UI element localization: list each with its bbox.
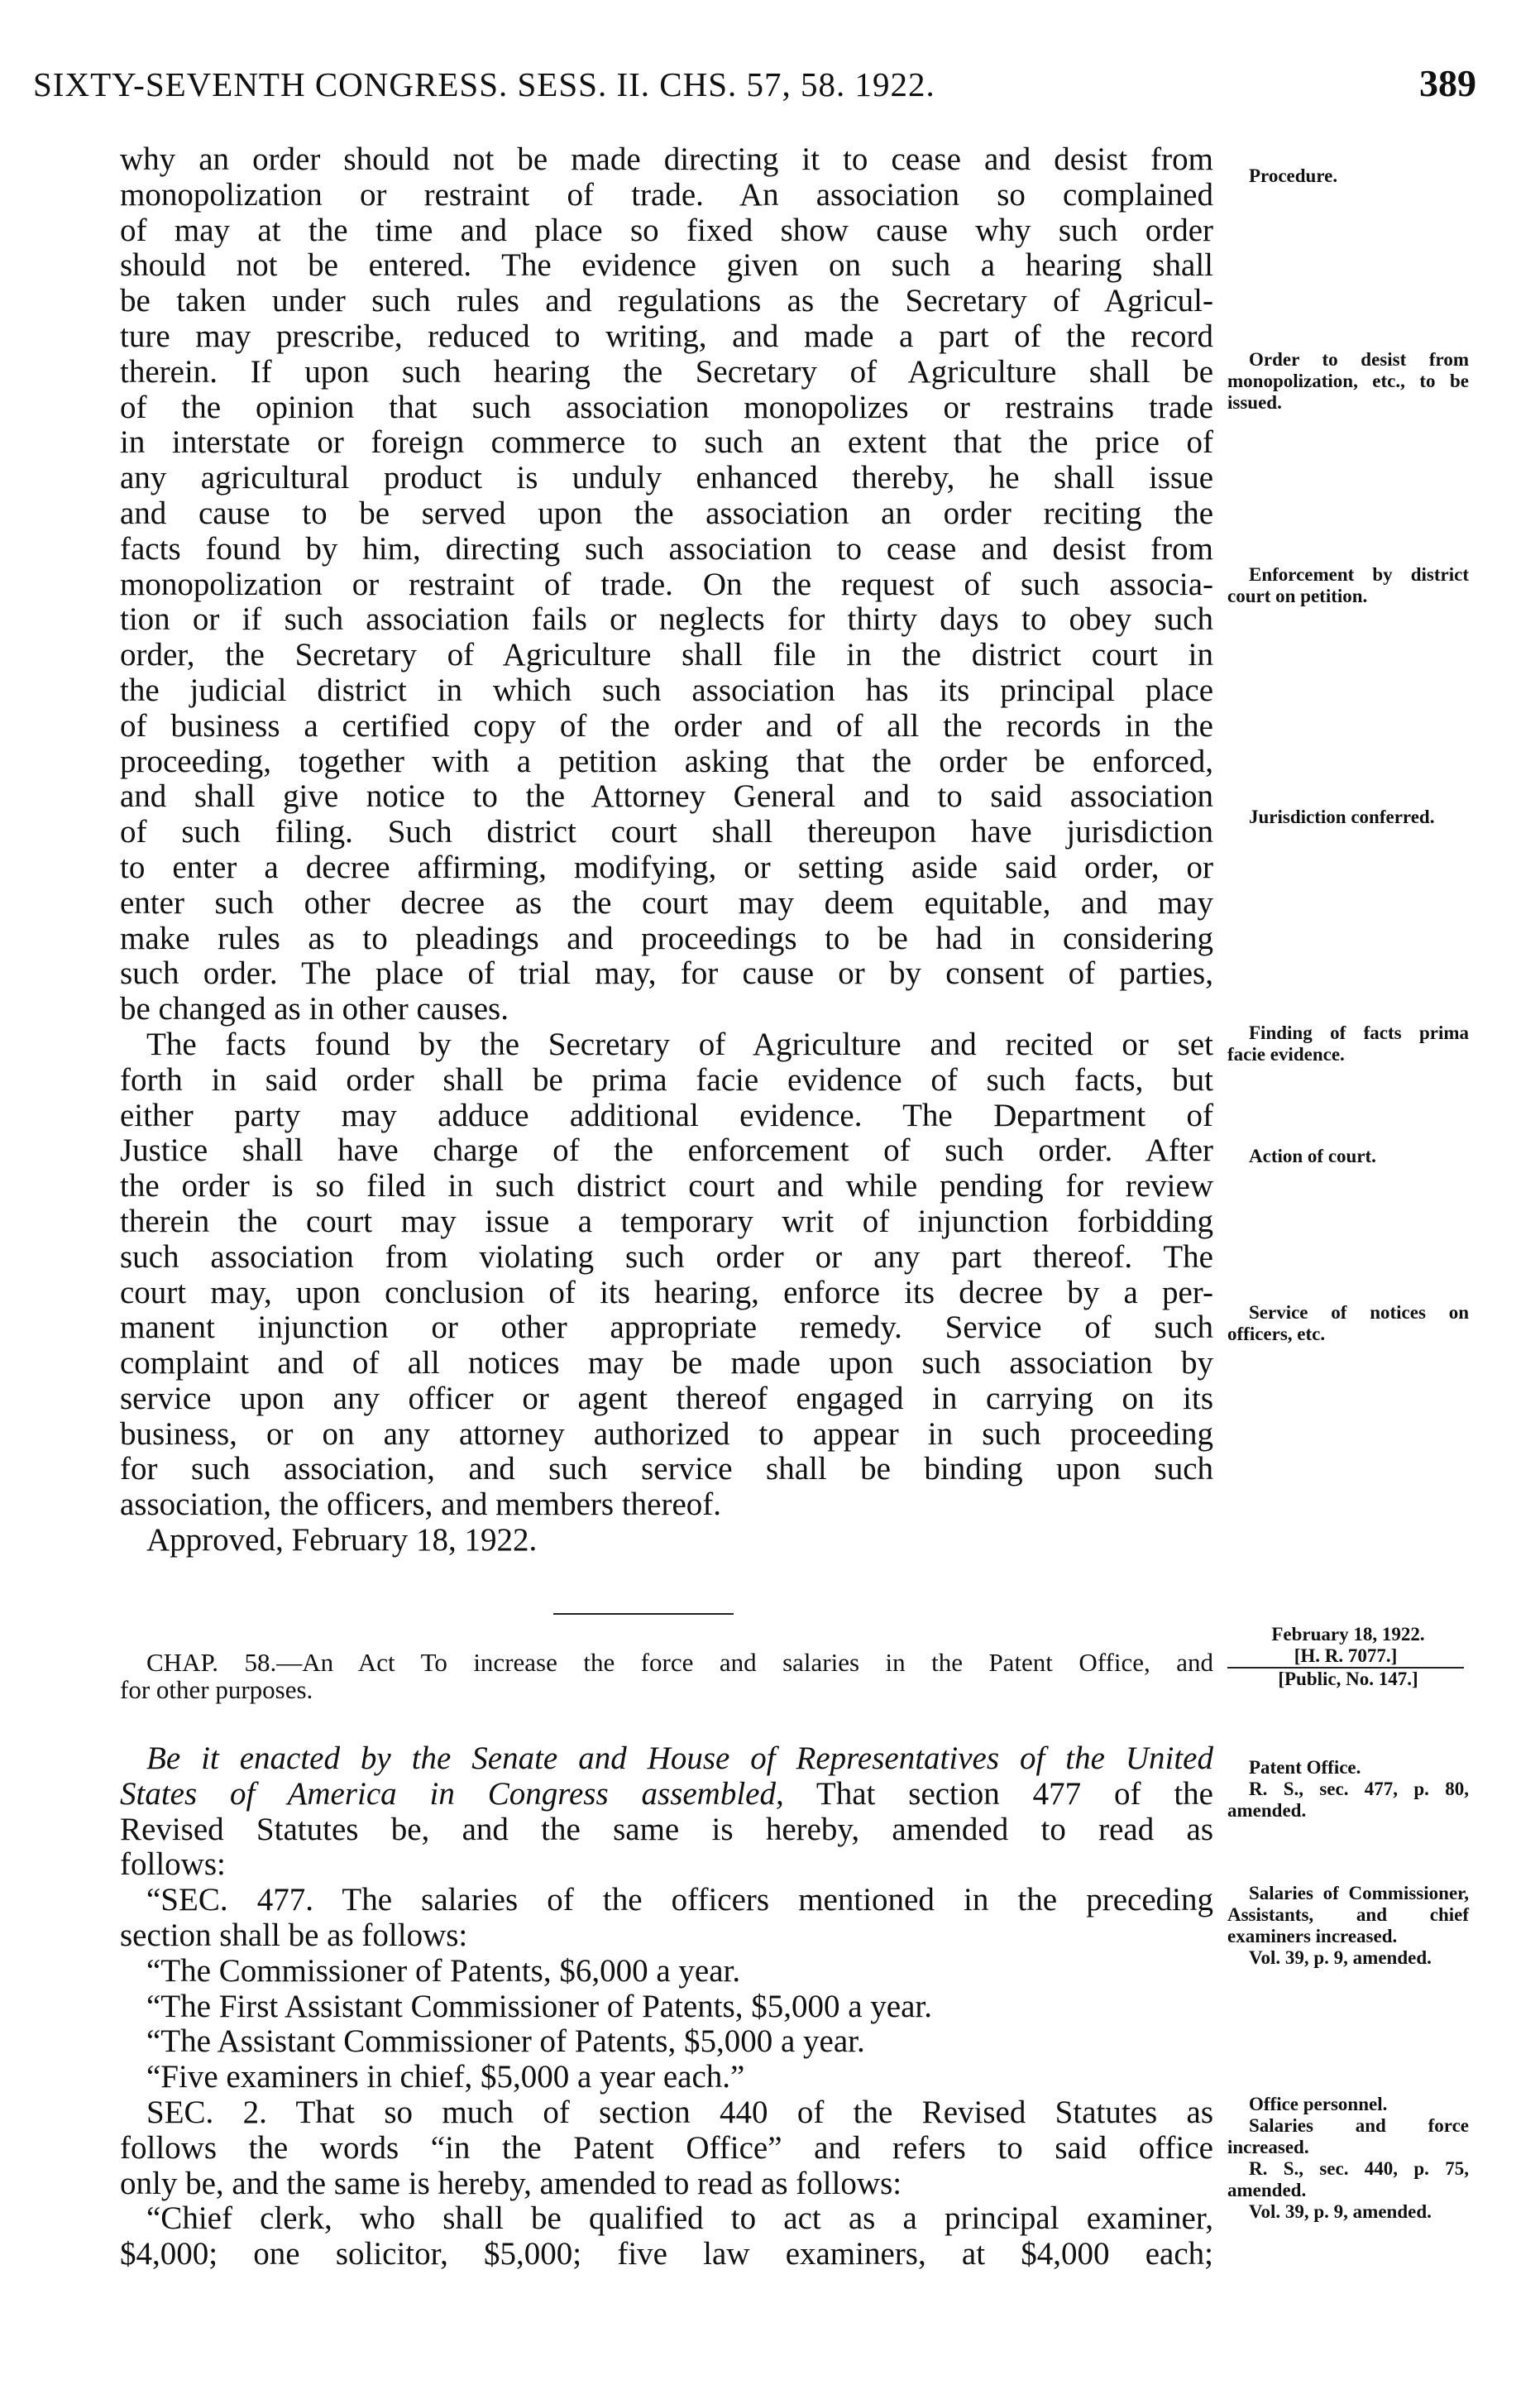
margin-note-text: Vol. 39, p. 9, amended. [1249, 2201, 1432, 2222]
text-line [120, 1954, 1213, 1989]
margin-note-text: Service of notices on officers, etc. [1227, 1302, 1469, 1344]
line-text: court may, upon conclusion of its hearing, enforce its decree by a per- [120, 1274, 1213, 1310]
line-text: forth in said order shall be prima facie evidence of such facts, but [120, 1061, 1213, 1098]
line-text: in interstate or foreign commerce to such an extent that the price of [120, 424, 1213, 461]
text-line [120, 142, 1213, 178]
text-line [120, 1276, 1213, 1311]
text-line [120, 567, 1213, 603]
line-text: “SEC. 477. The salaries of the officers mentioned in the preceding [146, 1882, 1213, 1918]
line-text: complaint and of all notices may be made upon such association by [120, 1345, 1213, 1381]
text-line [120, 850, 1213, 886]
line-text: That section 477 of the [783, 1775, 1213, 1812]
text-line [120, 1676, 1213, 1703]
page-number: 389 [1419, 62, 1476, 104]
text-line [120, 355, 1213, 390]
margin-note-text: Finding of facts prima facie evidence. [1227, 1022, 1469, 1065]
margin-note [1227, 1757, 1469, 1822]
line-text: therein the court may issue a temporary writ of injunction forbidding [120, 1203, 1213, 1239]
text-line [120, 2237, 1213, 2272]
line-text: SEC. 2. That so much of section 440 of the Revised Statutes as [146, 2094, 1213, 2130]
text-line [120, 1452, 1213, 1487]
margin-note-text: Procedure. [1249, 165, 1338, 186]
margin-note [1227, 2094, 1469, 2223]
line-text: therein. If upon such hearing the Secretary of Agriculture shall be [120, 353, 1213, 390]
text-line [120, 425, 1213, 461]
text-line [120, 1169, 1213, 1204]
margin-note [1227, 1624, 1469, 1690]
line-text: “The Assistant Commissioner of Patents, $5,000 a year. [146, 2023, 865, 2060]
bill-reference: [H. R. 7077.] [1227, 1645, 1464, 1669]
margin-note-text: Jurisdiction conferred. [1249, 807, 1435, 827]
margin-note [1227, 1302, 1469, 1345]
line-text: for other purposes. [120, 1675, 313, 1704]
line-text: of business a certified copy of the order and of all the records in the [120, 707, 1213, 744]
italic-text: Be it enacted by the Senate and House of Representatives of the United [146, 1740, 1213, 1776]
line-text: any agricultural product is unduly enhanced thereby, he shall issue [120, 460, 1213, 496]
margin-note-text: Order to desist from monopolization, etc., to be issued. [1227, 349, 1469, 413]
line-text: association, the officers, and members thereof. [120, 1487, 722, 1523]
text-line [120, 2095, 1213, 2131]
margin-note-text: Salaries of Commissioner, Assistants, and chief examiners increased. [1227, 1883, 1469, 1946]
text-line [120, 2201, 1213, 2237]
text-line [120, 2024, 1213, 2060]
text-line [120, 2131, 1213, 2167]
line-text: “Five examiners in chief, $5,000 a year each.” [146, 2059, 745, 2095]
line-text: the judicial district in which such association has its principal place [120, 672, 1213, 708]
line-text: and cause to be served upon the association an order reciting the [120, 495, 1213, 531]
body-section-ch58 [120, 1741, 1213, 2272]
margin-note [1227, 165, 1469, 187]
line-text: Revised Statutes be, and the same is hereby, amended to read as [120, 1811, 1213, 1847]
text-line [120, 213, 1213, 249]
line-text: of the opinion that such association monopolizes or restrains trade [120, 389, 1213, 425]
text-line [120, 1989, 1213, 2025]
margin-note-text: Salaries and force increased. [1227, 2115, 1469, 2157]
text-line [120, 248, 1213, 284]
line-text: “The First Assistant Commissioner of Patents, $5,000 a year. [146, 1988, 932, 2024]
text-line [120, 1063, 1213, 1099]
text-line [120, 1346, 1213, 1381]
text-line [120, 638, 1213, 673]
line-text: the order is so filed in such district court and while pending for review [120, 1168, 1213, 1204]
line-text: section shall be as follows: [120, 1917, 468, 1953]
text-line [120, 779, 1213, 815]
line-text: why an order should not be made directing it to cease and desist from [120, 141, 1213, 177]
text-line [120, 992, 1213, 1027]
margin-note [1227, 807, 1469, 828]
text-line [120, 1918, 1213, 1954]
text-line [120, 1099, 1213, 1134]
line-text: $4,000; one solicitor, $5,000; five law examiners, at $4,000 each; [120, 2236, 1213, 2272]
text-line [120, 709, 1213, 745]
line-text: for such association, and such service shall be binding upon such [120, 1451, 1213, 1487]
text-line [120, 1487, 1213, 1523]
text-line [120, 956, 1213, 992]
chapter-divider [553, 1613, 734, 1615]
text-line [120, 461, 1213, 496]
margin-note [1227, 1146, 1469, 1167]
margin-note [1227, 1883, 1469, 1969]
line-text: be changed as in other causes. [120, 991, 509, 1027]
line-text: and shall give notice to the Attorney General and to said association [120, 778, 1213, 815]
line-text: Approved, February 18, 1922. [146, 1522, 538, 1558]
margin-note [1227, 1022, 1469, 1065]
line-text: enter such other decree as the court may deem equitable, and may [120, 884, 1213, 921]
text-line [120, 178, 1213, 213]
text-line [120, 815, 1213, 850]
line-text: to enter a decree affirming, modifying, or setting aside said order, or [120, 849, 1213, 885]
text-line [120, 284, 1213, 319]
text-line [120, 1741, 1213, 1777]
bill-reference: [Public, No. 147.] [1278, 1669, 1418, 1689]
margin-note-text: Action of court. [1249, 1146, 1376, 1166]
line-text: service upon any officer or agent thereof engaged in carrying on its [120, 1380, 1213, 1416]
line-text: monopolization or restraint of trade. On the request of such associa- [120, 566, 1213, 602]
margin-note-text: Office personnel. [1249, 2094, 1388, 2114]
text-line [120, 1027, 1213, 1063]
line-text: monopolization or restraint of trade. An association so complained [120, 176, 1213, 213]
text-line [120, 602, 1213, 638]
margin-note-text: R. S., sec. 477, p. 80, amended. [1227, 1779, 1469, 1821]
line-text: “Chief clerk, who shall be qualified to act as a principal examiner, [146, 2200, 1213, 2237]
line-text: CHAP. 58.—An Act To increase the force and salaries in the Patent Office, and [146, 1648, 1213, 1677]
text-line [120, 673, 1213, 709]
text-line [120, 1417, 1213, 1453]
running-head: SIXTY-SEVENTH CONGRESS. SESS. II. CHS. 57, 58. 1922. [33, 65, 935, 103]
text-line [120, 390, 1213, 426]
line-text: The facts found by the Secretary of Agriculture and recited or set [146, 1026, 1213, 1062]
line-text: make rules as to pleadings and proceedings to be had in considering [120, 920, 1213, 956]
line-text: tion or if such association fails or neglects for thirty days to obey such [120, 601, 1213, 638]
line-text: of such filing. Such district court shall thereupon have jurisdiction [120, 814, 1213, 850]
text-line [120, 922, 1213, 957]
text-line [120, 886, 1213, 922]
margin-note-text: R. S., sec. 440, p. 75, amended. [1227, 2158, 1469, 2200]
text-line [120, 1847, 1213, 1883]
line-text: proceeding, together with a petition asking that the order be enforced, [120, 743, 1213, 779]
line-text: “The Commissioner of Patents, $6,000 a year. [146, 1952, 741, 1989]
text-line [120, 1883, 1213, 1918]
margin-note [1227, 349, 1469, 414]
line-text: business, or on any attorney authorized to appear in such proceeding [120, 1415, 1213, 1452]
line-text: be taken under such rules and regulations as the Secretary of Agricul- [120, 283, 1213, 319]
line-text: facts found by him, directing such association to cease and desist from [120, 530, 1213, 567]
margin-note-text: Vol. 39, p. 9, amended. [1249, 1947, 1432, 1968]
line-text: either party may adduce additional evidence. The Department of [120, 1097, 1213, 1133]
line-text: manent injunction or other appropriate remedy. Service of such [120, 1310, 1213, 1346]
text-line [120, 2060, 1213, 2095]
line-text: of may at the time and place so fixed show cause why such order [120, 212, 1213, 248]
line-text: only be, and the same is hereby, amended to read as follows: [120, 2165, 902, 2201]
margin-note-text: Patent Office. [1249, 1757, 1361, 1778]
margin-note-text: Enforcement by district court on petition. [1227, 564, 1469, 606]
text-line [120, 745, 1213, 780]
text-line [120, 1812, 1213, 1848]
line-text: ture may prescribe, reduced to writing, and made a part of the record [120, 318, 1213, 354]
body-section-ch57 [120, 142, 1213, 1558]
chapter-title [120, 1649, 1213, 1703]
line-text: order, the Secretary of Agriculture shall file in the district court in [120, 637, 1213, 673]
text-line [120, 1240, 1213, 1276]
text-line [120, 1777, 1213, 1812]
bill-reference: February 18, 1922. [1271, 1624, 1425, 1645]
text-line [120, 1523, 1213, 1558]
text-line [120, 2167, 1213, 2202]
text-line [120, 319, 1213, 355]
text-line [120, 496, 1213, 532]
text-line [120, 532, 1213, 567]
margin-note [1227, 564, 1469, 607]
text-line [120, 1649, 1213, 1676]
line-text: such order. The place of trial may, for cause or by consent of parties, [120, 955, 1213, 992]
italic-text: States of America in Congress assembled, [120, 1775, 784, 1812]
line-text: Justice shall have charge of the enforcement of such order. After [120, 1132, 1213, 1169]
text-line [120, 1310, 1213, 1346]
running-header [33, 62, 1476, 111]
text-line [120, 1204, 1213, 1240]
text-line [120, 1381, 1213, 1417]
line-text: follows: [120, 1846, 226, 1883]
text-line [120, 1133, 1213, 1169]
line-text: such association from violating such order or any part thereof. The [120, 1238, 1213, 1275]
line-text: follows the words “in the Patent Office” and refers to said office [120, 2129, 1213, 2166]
line-text: should not be entered. The evidence given on such a hearing shall [120, 247, 1213, 284]
